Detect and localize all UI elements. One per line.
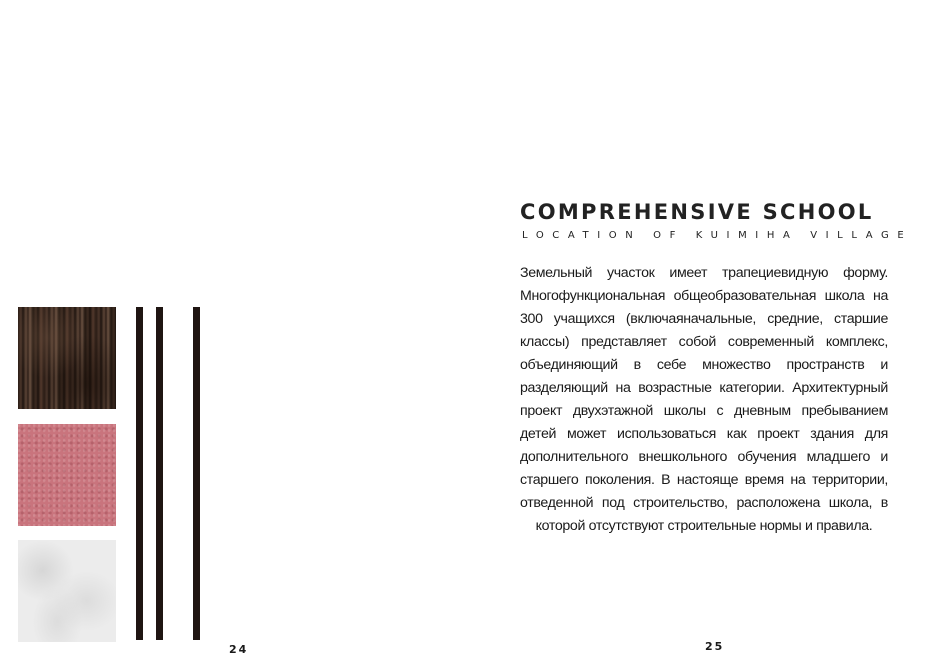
- page-subtitle: LOCATION OF KUIMIHA VILLAGE: [522, 230, 913, 241]
- page-title: COMPREHENSIVE SCHOOL: [520, 200, 874, 224]
- right-page-number: 25: [705, 640, 725, 653]
- wood-material-swatch: [18, 307, 116, 409]
- vertical-bar: [193, 307, 200, 640]
- vertical-bar: [136, 307, 143, 640]
- body-paragraph: Земельный участок имеет трапециевидную форму. Многофункциональная общеобразовательная школа на 300 учащихся (включаяначальные, средние, старшие классы) представляет собой современный комплекс, объединяющий в себе множество пространств и разделяющий на возрастные категории. Архитектурный проект двухэтажной школы с дневным пребыванием детей может использоваться как проект здания для дополнительного внешкольного обучения младшего и старшего поколения. В настояще время на территории, отведенной под строительство, расположена школа, в которой отсутствуют строительные нормы и правила.: [520, 265, 888, 534]
- plaster-material-swatch: [18, 540, 116, 642]
- left-page-number: 24: [229, 643, 249, 656]
- red-material-swatch: [18, 424, 116, 526]
- vertical-bar: [156, 307, 163, 640]
